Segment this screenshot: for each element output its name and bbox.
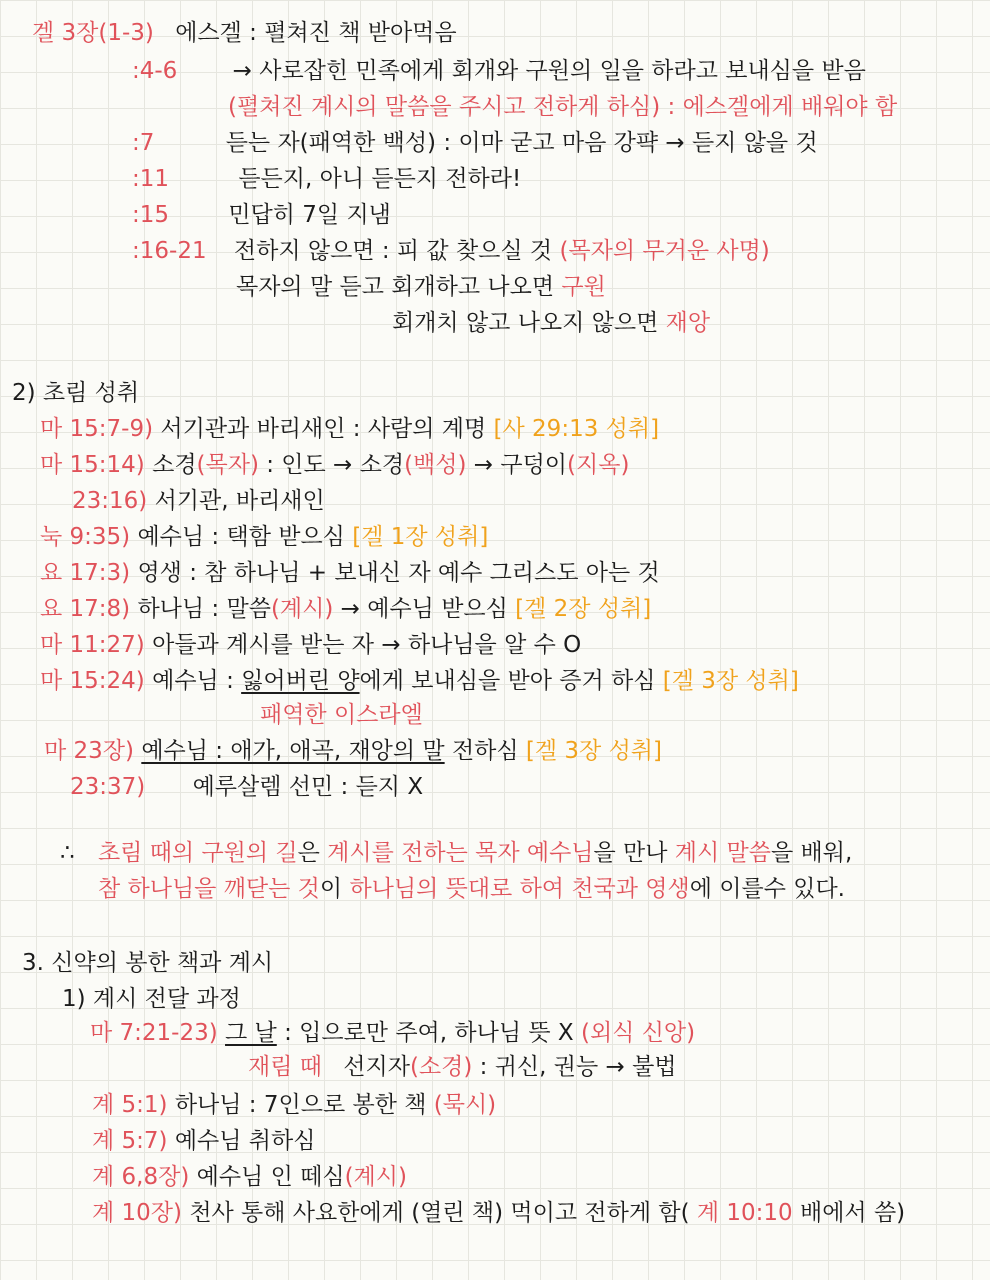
note-highlight: 구원	[561, 274, 606, 300]
note-line	[44, 736, 662, 766]
note-highlight: 계시 말씀	[674, 840, 771, 866]
note-text: 천사 통해 사요한에게 (열린 책) 먹이고 전하게 함(	[189, 1200, 690, 1226]
underlined-text: 그 날	[225, 1020, 277, 1046]
verse-ref: 요 17:3)	[40, 560, 131, 586]
note-text: 전하심	[451, 738, 519, 764]
note-text: 을 만나	[593, 840, 668, 866]
note-text: 이	[319, 876, 343, 902]
verse-ref: 마 23장)	[44, 738, 134, 764]
fulfillment-tag: [겔 2장 성취]	[515, 596, 652, 622]
note-line	[92, 1162, 407, 1192]
note-line: (펼쳐진 계시의 말씀을 주시고 전하게 하심) : 에스겔에게 배워야 함	[228, 94, 898, 120]
verse-ref: 마 7:21-23)	[90, 1020, 218, 1046]
note-aside: (소경)	[409, 1054, 473, 1080]
note-text: 예수님 :	[152, 668, 234, 694]
verse-ref: 23:37)	[70, 774, 146, 800]
note-highlight: 재림 때	[248, 1054, 322, 1080]
note-highlight: 재앙	[665, 310, 711, 336]
conclusion-line	[60, 838, 852, 868]
note-line	[32, 18, 457, 48]
note-text: 선지자	[343, 1054, 410, 1080]
note-aside: (목자)	[196, 452, 259, 478]
section-heading: 3. 신약의 봉한 책과 계시	[22, 950, 274, 976]
note-text: 전하지 않으면 : 피 값 찾으실 것	[233, 238, 553, 264]
note-highlight: 참 하나님을 깨닫는 것	[98, 876, 320, 902]
note-line	[40, 450, 629, 480]
note-text: → 사로잡힌 민족에게 회개와 구원의 일을 하라고 보내심을 받음	[232, 58, 866, 84]
verse-ref: 겔 3장(1-3)	[32, 20, 154, 46]
note-text: 듣는 자(패역한 백성) : 이마 굳고 마음 강퍅 → 듣지 않을 것	[225, 130, 818, 156]
note-line	[40, 558, 660, 588]
note-highlight: 하나님의 뜻대로 하여 천국과 영생	[349, 876, 690, 902]
note-text: : 입으로만 주여, 하나님 뜻 X	[284, 1020, 574, 1046]
note-line	[72, 486, 325, 516]
note-text: 배에서 씀)	[800, 1200, 906, 1226]
fulfillment-tag: [겔 1장 성취]	[352, 524, 489, 550]
note-highlight: 초림 때의 구원의 길	[97, 840, 298, 866]
note-text: 아들과 계시를 받는 자 → 하나님을 알 수 O	[152, 632, 582, 658]
note-text: 을 배워,	[770, 840, 853, 866]
note-text: 하나님 : 7인으로 봉한 책	[174, 1092, 427, 1118]
fulfillment-tag: [사 29:13 성취]	[493, 416, 660, 442]
note-line	[92, 1126, 315, 1156]
note-text: 예수님 인 떼심	[196, 1164, 345, 1190]
note-text: 예수님 취하심	[174, 1128, 316, 1154]
therefore-symbol: ∴	[60, 840, 75, 866]
note-aside: (지옥)	[567, 452, 630, 478]
verse-ref: 요 17:8)	[40, 596, 131, 622]
note-line	[40, 522, 488, 552]
verse-ref: 눅 9:35)	[40, 524, 131, 550]
verse-ref: 마 15:24)	[40, 668, 145, 694]
note-aside: (계시)	[344, 1164, 407, 1190]
note-text: : 인도 → 소경	[266, 452, 405, 478]
verse-ref: 계 5:7)	[92, 1128, 168, 1154]
note-text: 에스겔 : 펼쳐진 책 받아먹음	[175, 20, 457, 46]
note-line	[40, 666, 799, 696]
verse-ref: :7	[132, 130, 155, 156]
note-line	[236, 272, 606, 302]
conclusion-line	[98, 874, 845, 904]
note-line	[132, 236, 770, 266]
note-line	[90, 1018, 695, 1048]
note-line	[392, 308, 710, 338]
note-annotation: 패역한 이스라엘	[260, 702, 423, 728]
note-text: → 예수님 받으심	[340, 596, 508, 622]
note-aside: (계시)	[270, 596, 334, 622]
verse-ref: 마 15:7-9)	[40, 416, 154, 442]
note-line	[132, 56, 866, 86]
verse-ref: :11	[132, 166, 170, 192]
verse-ref: :15	[132, 202, 170, 228]
note-text: 민답히 7일 지냄	[228, 202, 391, 228]
note-line	[92, 1090, 496, 1120]
verse-ref: 마 11:27)	[40, 632, 145, 658]
note-aside: (목자의 무거운 사명)	[559, 238, 770, 264]
note-aside: (외식 신앙)	[580, 1020, 696, 1046]
note-text: 은	[297, 840, 320, 866]
note-line	[132, 164, 521, 194]
note-line	[132, 200, 391, 230]
note-text: 서기관, 바리새인	[154, 488, 325, 514]
underlined-text: 잃어버린 양	[241, 668, 360, 694]
note-highlight: 계 10:10	[696, 1200, 793, 1226]
note-line	[40, 594, 651, 624]
note-line	[40, 630, 581, 660]
fulfillment-tag: [겔 3장 성취]	[662, 668, 799, 694]
section-heading: 2) 초림 성취	[12, 380, 140, 406]
note-text: 소경	[152, 452, 197, 478]
note-text: 에 이를수 있다.	[689, 876, 845, 902]
verse-ref: 계 10장)	[92, 1200, 182, 1226]
note-text: 영생 : 참 하나님 + 보내신 자 예수 그리스도 아는 것	[137, 560, 660, 586]
verse-ref: :4-6	[132, 58, 178, 84]
note-text: 하나님 : 말씀	[137, 596, 271, 622]
note-line	[40, 414, 659, 444]
note-text: 듣든지, 아니 듣든지 전하라!	[238, 166, 522, 192]
note-aside: (묵시)	[433, 1092, 497, 1118]
verse-ref: 계 5:1)	[92, 1092, 168, 1118]
note-line	[248, 1052, 677, 1082]
verse-ref: 계 6,8장)	[92, 1164, 190, 1190]
fulfillment-tag: [겔 3장 성취]	[525, 738, 662, 764]
note-text: 에게 보내심을 받아 증거 하심	[359, 668, 656, 694]
note-text: 예수님 : 택함 받으심	[137, 524, 345, 550]
verse-ref: 마 15:14)	[40, 452, 145, 478]
note-line	[132, 128, 818, 158]
note-line	[92, 1198, 905, 1228]
note-aside: (백성)	[404, 452, 467, 478]
subsection-heading: 1) 계시 전달 과정	[62, 986, 241, 1012]
verse-ref: :16-21	[132, 238, 207, 264]
verse-ref: 23:16)	[72, 488, 148, 514]
note-text: 예루살렘 선민 : 듣지 X	[192, 774, 424, 800]
note-text: → 구덩이	[473, 452, 568, 478]
note-text: 목자의 말 듣고 회개하고 나오면	[236, 274, 555, 300]
note-line	[70, 772, 423, 802]
note-highlight: 계시를 전하는 목자 예수님	[327, 840, 594, 866]
underlined-text: 예수님 : 애가, 애곡, 재앙의 말	[141, 738, 445, 764]
note-text: 회개치 않고 나오지 않으면	[392, 310, 659, 336]
note-text: 서기관과 바리새인 : 사람의 계명	[160, 416, 487, 442]
note-text: : 귀신, 권능 → 불법	[479, 1054, 677, 1080]
